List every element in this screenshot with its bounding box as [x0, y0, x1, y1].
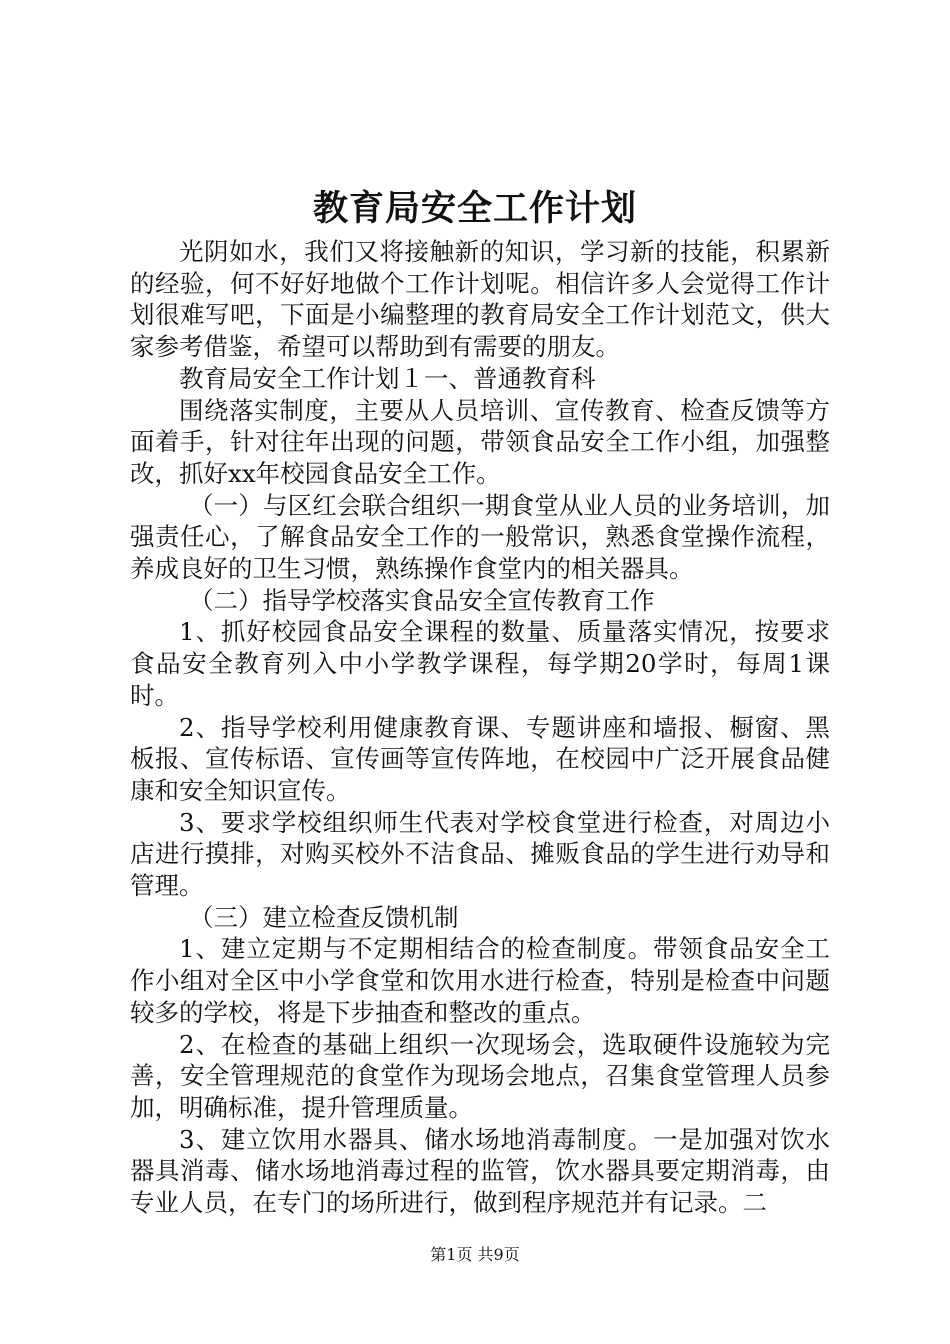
paragraph-item-2-2: 2、指导学校利用健康教育课、专题讲座和墙报、橱窗、黑板报、宣传标语、宣传画等宣传阵地，在校园中广泛开展食品健康和安全知识宣传。	[130, 712, 830, 805]
paragraph-item-2-1: 1、抓好校园食品安全课程的数量、质量落实情况，按要求食品安全教育列入中小学教学课程，每学期20学时，每周1课时。	[130, 617, 830, 710]
paragraph-overview: 围绕落实制度，主要从人员培训、宣传教育、检查反馈等方面着手，针对往年出现的问题，带领食品安全工作小组，加强整改，抓好xx年校园食品安全工作。	[130, 395, 830, 488]
paragraph-item-1: （一）与区红会联合组织一期食堂从业人员的业务培训，加强责任心，了解食品安全工作的一般常识，熟悉食堂操作流程，养成良好的卫生习惯，熟练操作食堂内的相关器具。	[130, 490, 830, 584]
paragraph-intro: 光阴如水，我们又将接触新的知识，学习新的技能，积累新的经验，何不好好地做个工作计划呢。相信许多人会觉得工作计划很难写吧，下面是小编整理的教育局安全工作计划范文，供大家参考借鉴，希望可以帮助到有需要的朋友。	[130, 237, 830, 362]
document-body	[130, 236, 830, 1219]
page-footer: 第1页 共9页	[430, 1245, 520, 1264]
paragraph-item-3-2: 2、在检查的基础上组织一次现场会，选取硬件设施较为完善，安全管理规范的食堂作为现场会地点，召集食堂管理人员参加，明确标准，提升管理质量。	[130, 1029, 830, 1122]
paragraph-section-heading: 教育局安全工作计划１一、普通教育科	[179, 363, 596, 393]
paragraph-item-3-heading: （三）建立检查反馈机制	[189, 902, 459, 932]
paragraph-item-3-1: 1、建立定期与不定期相结合的检查制度。带领食品安全工作小组对全区中小学食堂和饮用水进行检查，特别是检查中问题较多的学校，将是下步抽查和整改的重点。	[130, 934, 830, 1027]
page-title: 教育局安全工作计划	[312, 188, 637, 229]
paragraph-item-2-3: 3、要求学校组织师生代表对学校食堂进行检查，对周边小店进行摸排，对购买校外不洁食品、摊贩食品的学生进行劝导和管理。	[130, 807, 830, 901]
paragraph-item-2-heading: （二）指导学校落实食品安全宣传教育工作	[189, 585, 655, 615]
paragraph-item-3-3: 3、建立饮用水器具、储水场地消毒制度。一是加强对饮水器具消毒、储水场地消毒过程的监管，饮水器具要定期消毒，由专业人员，在专门的场所进行，做到程序规范并有记录。二	[130, 1124, 830, 1218]
